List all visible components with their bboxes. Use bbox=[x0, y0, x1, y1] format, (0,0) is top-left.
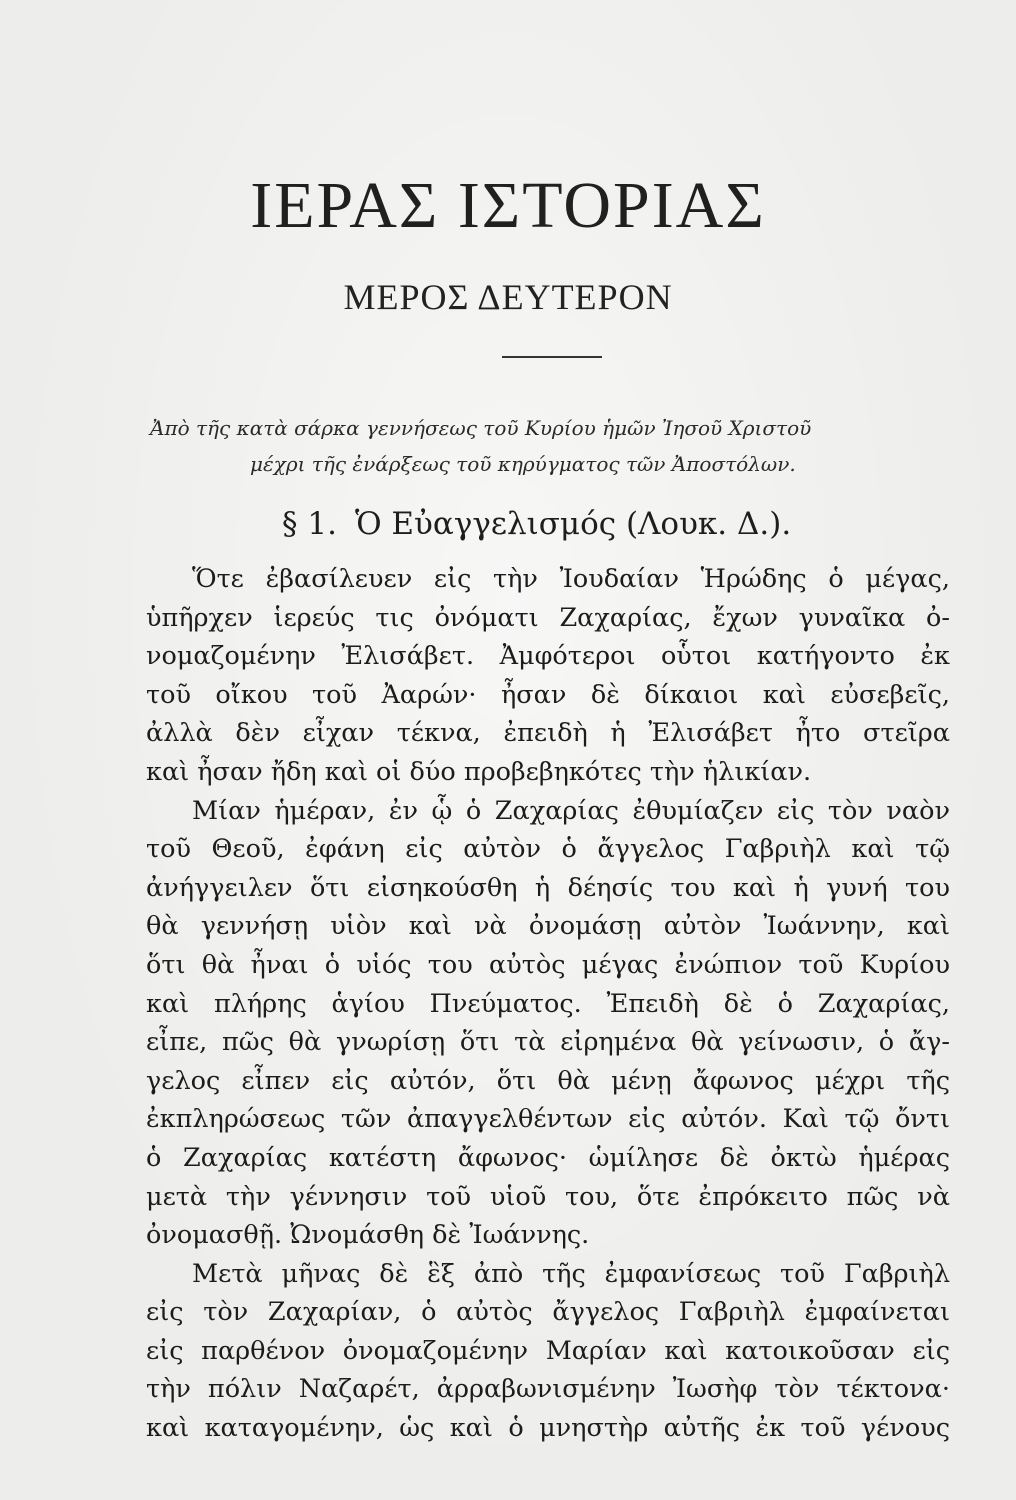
summary-line: Ἀπὸ τῆς κατὰ σάρκα γεννήσεως τοῦ Κυρίου ἡμῶν Ἰησοῦ Χριστοῦ bbox=[150, 416, 812, 440]
text-line: ἀλλὰ δὲν εἶχαν τέκνα, ἐπειδὴ ἡ Ἐλισάβετ ἦτο στεῖρα bbox=[146, 718, 950, 749]
body-text bbox=[146, 560, 950, 1448]
text-line: τοῦ οἴκου τοῦ Ἀαρών· ἦσαν δὲ δίκαιοι καὶ εὐσεβεῖς, bbox=[146, 679, 950, 710]
text-line: καὶ καταγομένην, ὡς καὶ ὁ μνηστὴρ αὐτῆς ἐκ τοῦ γένους bbox=[146, 1413, 950, 1444]
text-line: Ὅτε ἐβασίλευεν εἰς τὴν Ἰουδαίαν Ἡρώδης ὁ μέγας, bbox=[192, 564, 950, 594]
page-title: ΙΕΡΑΣ ΙΣΤΟΡΙΑΣ bbox=[250, 169, 766, 242]
text-line: ὑπῆρχεν ἱερεύς τις ὀνόματι Ζαχαρίας, ἔχων γυναῖκα ὀ- bbox=[146, 602, 950, 633]
section-heading bbox=[282, 506, 809, 542]
divider-rule bbox=[502, 356, 602, 358]
section-title: Ὁ Εὐαγγελισμός (Λουκ. Δ.). bbox=[354, 506, 792, 542]
text-line: Μίαν ἡμέραν, ἐν ᾧ ὁ Ζαχαρίας ἐθυμίαζεν εἰς τὸν ναὸν bbox=[192, 795, 950, 826]
section-number: § 1. bbox=[282, 506, 337, 542]
text-line: καὶ πλήρης ἁγίου Πνεύματος. Ἐπειδὴ δὲ ὁ Ζαχαρίας, bbox=[146, 988, 950, 1019]
text-line: μετὰ τὴν γέννησιν τοῦ υἱοῦ του, ὅτε ἐπρόκειτο πῶς νὰ bbox=[146, 1181, 950, 1212]
text-line: τὴν πόλιν Ναζαρέτ, ἀρραβωνισμένην Ἰωσὴφ τὸν τέκτονα· bbox=[146, 1374, 950, 1405]
page-subtitle: ΜΕΡΟΣ ΔΕΥΤΕΡΟΝ bbox=[343, 277, 673, 317]
text-line: ἀνήγγειλεν ὅτι εἰσηκούσθη ἡ δέησίς του καὶ ἡ γυνή του bbox=[146, 872, 950, 903]
text-line: εἰς τὸν Ζαχαρίαν, ὁ αὐτὸς ἄγγελος Γαβριὴλ ἐμφαίνεται bbox=[146, 1297, 950, 1328]
chapter-summary bbox=[150, 410, 940, 482]
text-line: εἰς παρθένον ὀνομαζομένην Μαρίαν καὶ κατοικοῦσαν εἰς bbox=[146, 1335, 950, 1366]
text-line: ὅτι θὰ ἦναι ὁ υἱός του αὐτὸς μέγας ἐνώπιον τοῦ Κυρίου bbox=[146, 949, 950, 980]
text-line: θὰ γεννήσῃ υἱὸν καὶ νὰ ὀνομάσῃ αὐτὸν Ἰωάννην, καὶ bbox=[146, 911, 950, 942]
text-line: εἶπε, πῶς θὰ γνωρίσῃ ὅτι τὰ εἰρημένα θὰ γείνωσιν, ὁ ἄγ- bbox=[146, 1027, 950, 1058]
paragraph bbox=[146, 1255, 950, 1448]
summary-line: μέχρι τῆς ἐνάρξεως τοῦ κηρύγματος τῶν Ἀποστόλων. bbox=[250, 452, 796, 476]
text-line: ἐκπληρώσεως τῶν ἀπαγγελθέντων εἰς αὐτόν. Καὶ τῷ ὄντι bbox=[146, 1104, 950, 1135]
text-line: γελος εἶπεν εἰς αὐτόν, ὅτι θὰ μένῃ ἄφωνος μέχρι τῆς bbox=[146, 1065, 950, 1096]
text-line: καὶ ἦσαν ἤδη καὶ οἱ δύο προβεβηκότες τὴν ἡλικίαν. bbox=[146, 756, 812, 787]
text-line: τοῦ Θεοῦ, ἐφάνη εἰς αὐτὸν ὁ ἄγγελος Γαβριὴλ καὶ τῷ bbox=[146, 834, 950, 865]
text-line: Μετὰ μῆνας δὲ ἓξ ἀπὸ τῆς ἐμφανίσεως τοῦ Γαβριὴλ bbox=[192, 1258, 950, 1289]
text-line: ὀνομασθῇ. Ὠνομάσθη δὲ Ἰωάννης. bbox=[146, 1220, 590, 1251]
text-line: ὁ Ζαχαρίας κατέστη ἄφωνος· ὡμίλησε δὲ ὀκτὼ ἡμέρας bbox=[146, 1142, 950, 1173]
paragraph bbox=[146, 560, 950, 792]
paragraph bbox=[146, 792, 950, 1255]
text-line: νομαζομένην Ἐλισάβετ. Ἀμφότεροι οὗτοι κατήγοντο ἐκ bbox=[146, 641, 950, 672]
